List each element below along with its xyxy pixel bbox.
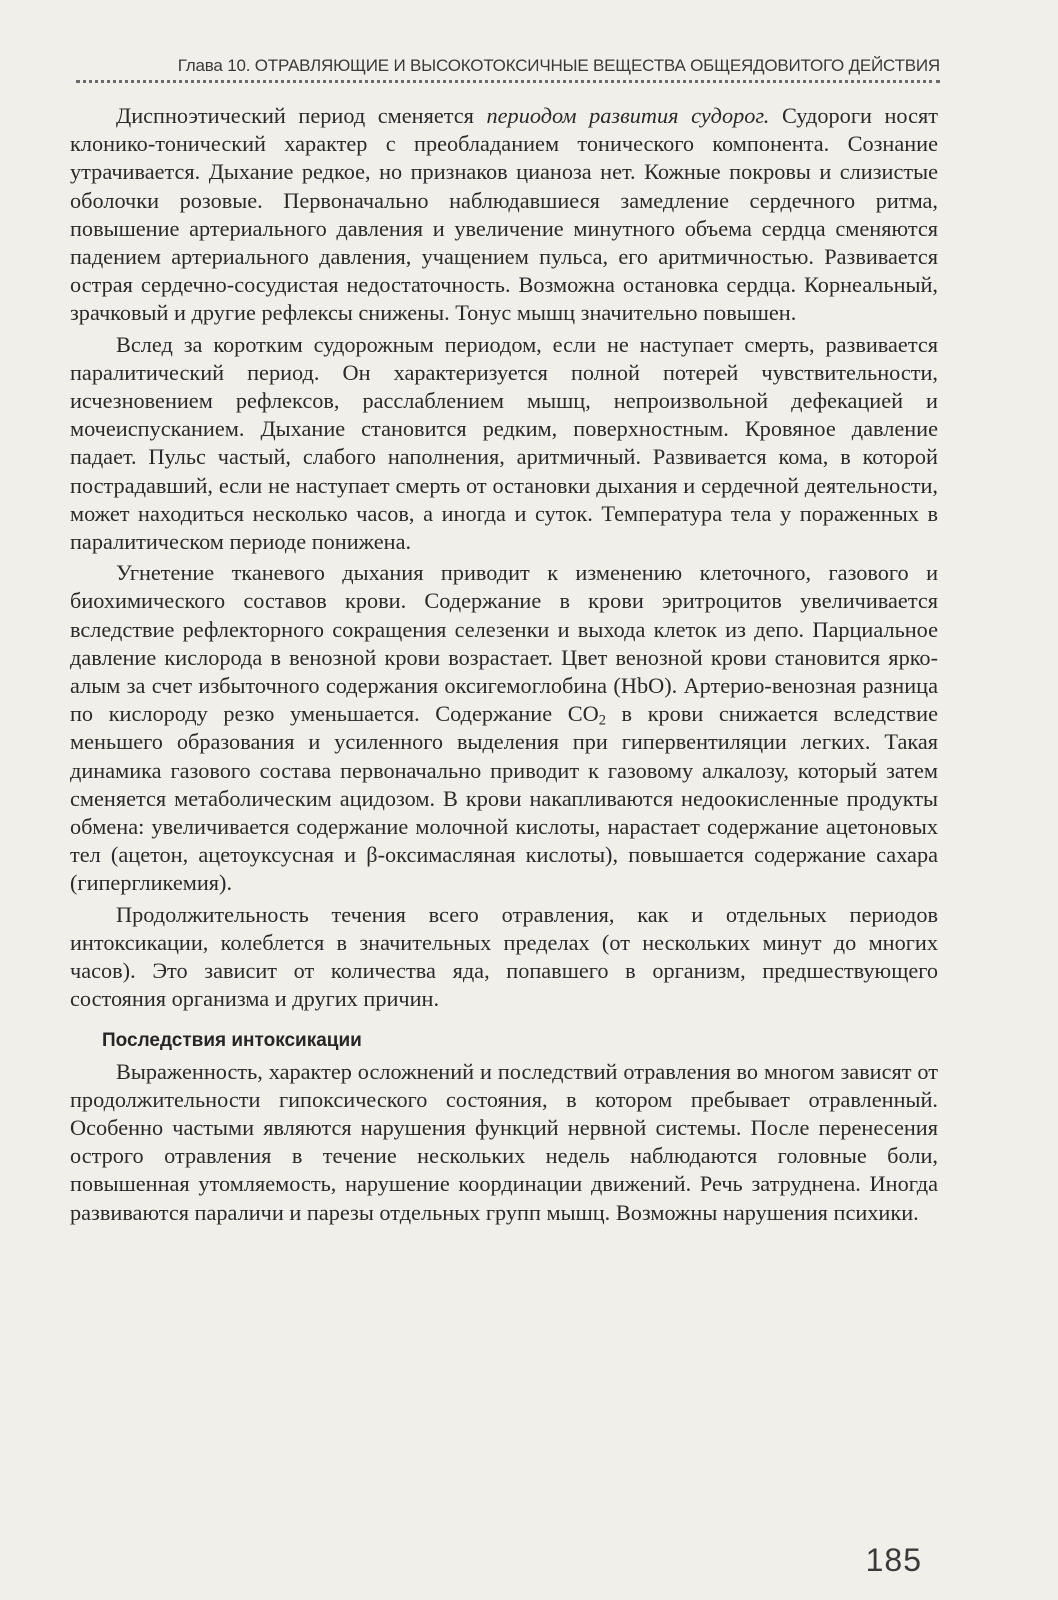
- paragraph-text: в крови снижается вследствие меньшего образования и усиленного выделения при гипервентиляции легких. Такая динамика газового состава первоначально приводит к газовому алкалозу, который затем сменяется метаболическим ацидозом. В крови накапливаются недоокисленные продукты обмена: увеличивается содержание молочной кислоты, нарастает содержание ацетоновых тел (ацетон, ацетоуксусная и β-оксимасляная кислоты), повышается содержание сахара (гипергликемия).: [70, 701, 939, 896]
- running-header: Глава 10. ОТРАВЛЯЮЩИЕ И ВЫСОКОТОКСИЧНЫЕ ВЕЩЕСТВА ОБЩЕЯДОВИТОГО ДЕЙСТВИЯ: [177, 56, 940, 75]
- paragraph-consequences: Выраженность, характер осложнений и последствий отравления во многом зависят от продолжительности гипоксического состояния, в котором пребывает отравленный. Особенно частыми являются нарушения функций нервной системы. После перенесения острого отравления в течение нескольких недель наблюдаются головные боли, повышенная утомляемость, нарушение координации движений. Речь затруднена. Иногда развиваются параличи и парезы отдельных групп мышц. Возможны нарушения психики.: [70, 1058, 938, 1225]
- paragraph-convulsive-period: [70, 102, 938, 328]
- paragraph-text: Диспноэтический период сменяется: [116, 103, 487, 128]
- section-heading: Последствия интоксикации: [102, 1029, 362, 1051]
- paragraph-blood-composition: [70, 559, 938, 897]
- paragraph-paralytic-period: Вслед за коротким судорожным периодом, если не наступает смерть, развивается паралитический период. Он характеризуется полной потерей чувствительности, исчезновением рефлексов, расслаблением мышц, непроизвольной дефекацией и мочеиспусканием. Дыхание становится редким, поверхностным. Кровяное давление падает. Пульс частый, слабого наполнения, аритмичный. Развивается кома, в которой пострадавший, если не наступает смерть от остановки дыхания и сердечной деятельности, может находиться несколько часов, а иногда и суток. Температура тела у пораженных в паралитическом периоде понижена.: [70, 331, 938, 555]
- paragraph-duration: Продолжительность течения всего отравления, как и отдельных периодов интоксикации, колеблется в значительных пределах (от нескольких минут до многих часов). Это зависит от количества яда, попавшего в организм, предшествующего состояния организма и других причин.: [70, 901, 938, 1012]
- header-rule: [76, 80, 940, 83]
- paragraph-text: Угнетение тканевого дыхания приводит к изменению клеточного, газового и биохимического составов крови. Содержание в крови эритроцитов увеличивается вследствие рефлекторного сокращения селезенки и выхода клеток из депо. Парциальное давление кислорода в венозной крови возрастает. Цвет венозной крови становится ярко-алым за счет избыточного содержания оксигемоглобина (HbO). Артерио-венозная разница по кислороду резко уменьшается. Содержание CO: [70, 560, 938, 727]
- emphasized-term: периодом развития судорог.: [486, 103, 770, 128]
- subscript: 2: [598, 712, 606, 729]
- page-number: 185: [865, 1542, 922, 1578]
- body-text: [70, 102, 938, 1227]
- paragraph-text: Судороги носят клонико-тонический характер с преобладанием тонического компонента. Сознание утрачивается. Дыхание редкое, но признаков цианоза нет. Кожные покровы и слизистые оболочки розовые. Первоначально наблюдавшиеся замедление сердечного ритма, повышение артериального давления и увеличение минутного объема сердца сменяются падением артериального давления, учащением пульса, его аритмичностью. Развивается острая сердечно-сосудистая недостаточность. Возможна остановка сердца. Корнеальный, зрачковый и другие рефлексы снижены. Тонус мышц значительно повышен.: [70, 103, 939, 326]
